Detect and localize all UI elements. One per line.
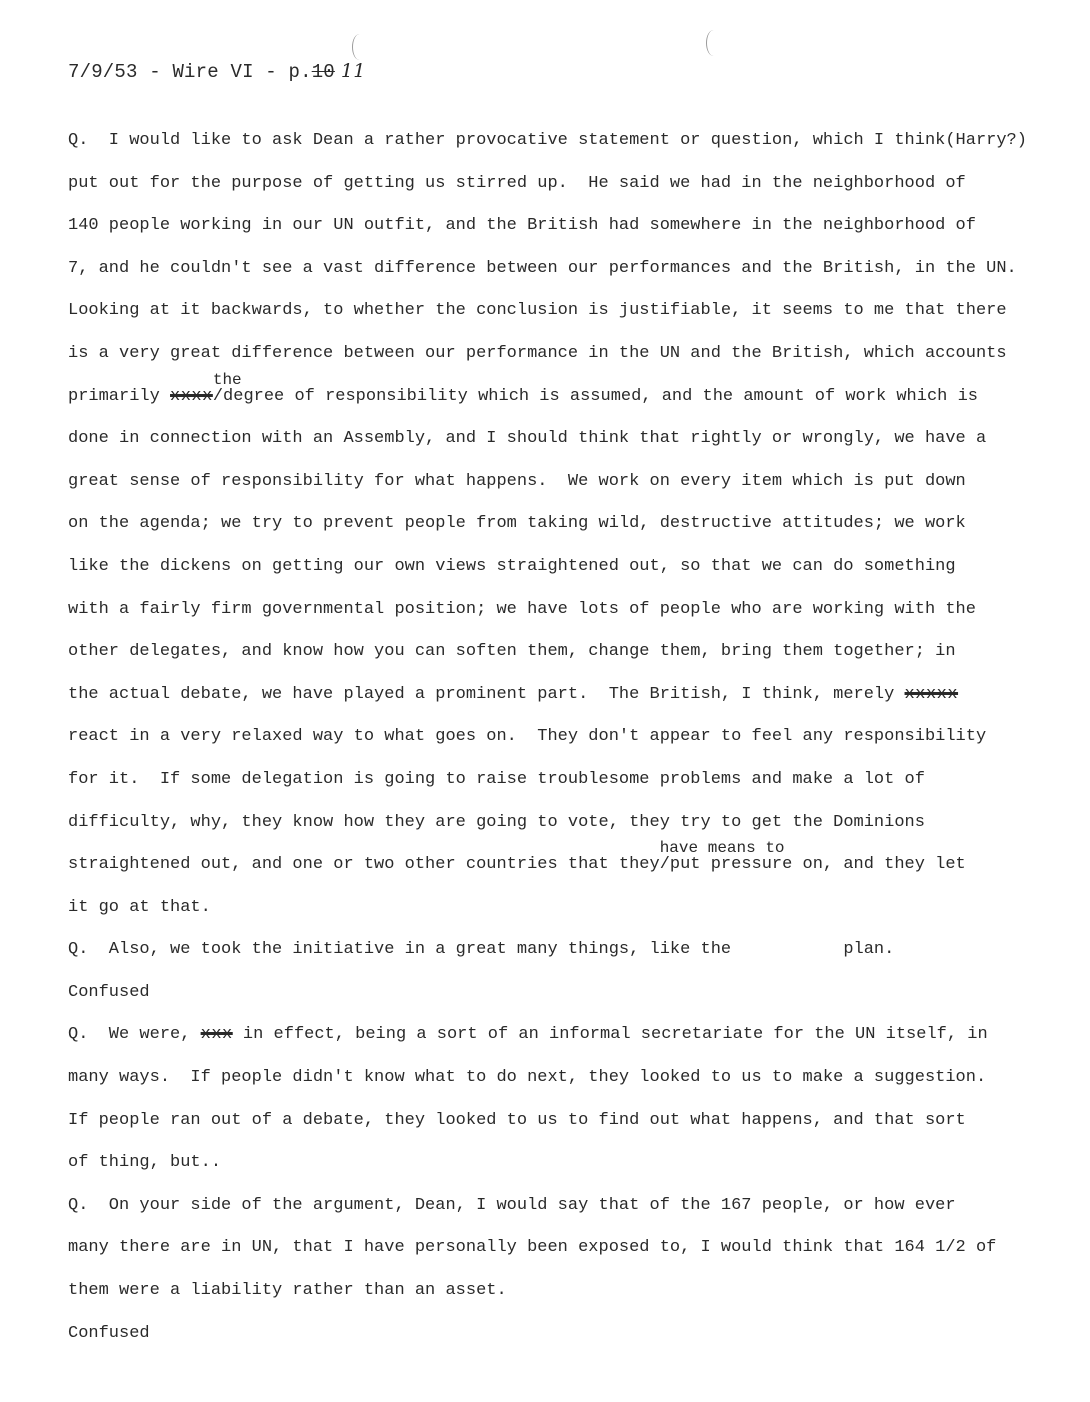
text-line (68, 839, 1058, 895)
text-line: on the agenda; we try to prevent people from taking wild, destructive attitudes; we work (68, 514, 966, 534)
text-line (68, 682, 1058, 725)
typed-over-text: xxx (200, 1025, 233, 1045)
text-line: Q. I would like to ask Dean a rather provocative statement or question, which I think(Harry?) (68, 131, 1027, 150)
line-text: primarily (68, 386, 171, 406)
text-line: Confused (68, 982, 150, 1002)
text-line: of thing, but.. (68, 1153, 222, 1173)
typed-over-text: xxxx (170, 386, 213, 406)
text-line: Confused (68, 1323, 150, 1343)
text-line (68, 1022, 1058, 1065)
text-line: If people ran out of a debate, they looked to us to find out what happens, and that sort (68, 1110, 966, 1130)
interlinear-insertion: the (212, 370, 242, 389)
line-text: degree of responsibility which is assumed, and the amount of work which is (223, 386, 978, 406)
text-line: done in connection with an Assembly, and I should think that rightly or wrongly, we have a (68, 429, 987, 449)
text-line: great sense of responsibility for what happens. We work on every item which is put down (68, 471, 966, 491)
header-date: 7/9/53 (68, 61, 138, 83)
text-line: it go at that. (68, 897, 211, 917)
line-text: straightened out, and one or two other countries that they (68, 855, 660, 875)
header-title: Wire VI - p. (172, 61, 312, 83)
header-struck-page: 10 (311, 61, 335, 83)
line-text: put pressure on, and they let (669, 855, 966, 875)
typed-over-text: xxxxx (904, 684, 959, 704)
line-text: the actual debate, we have played a prominent part. The British, I think, merely (68, 684, 905, 704)
text-line: Q. On your side of the argument, Dean, I would say that of the 167 people, or how ever (68, 1195, 956, 1215)
text-line: Q. Also, we took the initiative in a great many things, like the plan. (68, 940, 895, 960)
transcript-body (68, 128, 1058, 1363)
text-line: them were a liability rather than an asset. (68, 1281, 507, 1301)
header-handwritten-page: 11 (340, 60, 366, 82)
line-text: Q. We were, (68, 1025, 201, 1045)
text-line: difficulty, why, they know how they are going to vote, they try to get the Dominions (68, 812, 925, 832)
text-line: put out for the purpose of getting us stirred up. He said we had in the neighborhood of (68, 173, 966, 193)
text-line: with a fairly firm governmental position; we have lots of people who are working with the (68, 599, 976, 619)
text-line: is a very great difference between our performance in the UN and the British, which accounts (68, 343, 1007, 363)
page-header: 7/9/53 - Wire VI - p.10 11 (68, 60, 366, 83)
text-line: 140 people working in our UN outfit, and the British had somewhere in the neighborhood of (68, 216, 976, 236)
line-text: in effect, being a sort of an informal secretariate for the UN itself, in (232, 1025, 988, 1045)
text-line: react in a very relaxed way to what goes on. They don't appear to feel any responsibility (68, 727, 987, 747)
insertion-mark: / the (213, 387, 223, 406)
text-line: for it. If some delegation is going to raise troublesome problems and make a lot of (68, 769, 925, 789)
text-line: like the dickens on getting our own views straightened out, so that we can do something (68, 556, 956, 576)
punch-hole-mark (706, 30, 721, 56)
interlinear-insertion: have means to (659, 839, 785, 858)
text-line: many ways. If people didn't know what to do next, they looked to us to make a suggestion. (68, 1068, 987, 1088)
text-line: many there are in UN, that I have personally been exposed to, I would think that 164 1/2 of (68, 1238, 997, 1258)
text-line: 7, and he couldn't see a vast difference between our performances and the British, in the UN. (68, 258, 1017, 278)
punch-hole-mark (352, 34, 367, 60)
insertion-mark: / have means to (660, 855, 670, 874)
text-line: Looking at it backwards, to whether the conclusion is justifiable, it seems to me that there (68, 301, 1007, 321)
text-line: other delegates, and know how you can soften them, change them, bring them together; in (68, 642, 956, 662)
text-line (68, 370, 1058, 427)
